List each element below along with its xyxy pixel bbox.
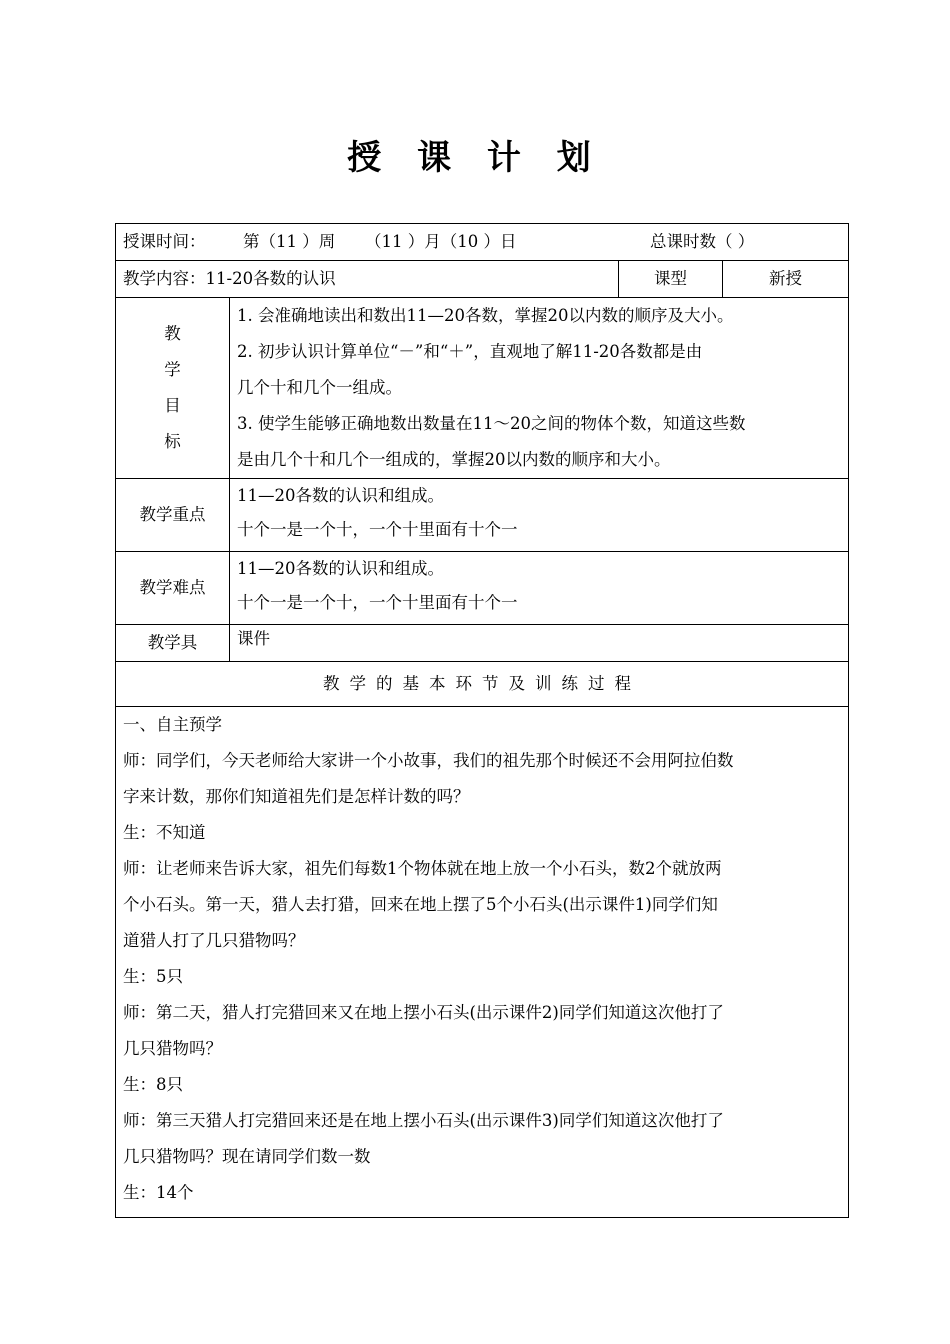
goals-content: [230, 298, 849, 479]
goals-label-char: 教: [164, 324, 181, 343]
difficulty-line: 11—20各数的认识和组成。: [237, 559, 444, 578]
process-header: 教学的基本环节及训练过程: [116, 662, 849, 707]
goal-line: 是由几个十和几个一组成的，掌握20以内数的顺序和大小。: [237, 450, 671, 469]
content-cell: 教学内容：11-20各数的认识: [116, 261, 619, 298]
process-line: 几只猎物吗？: [123, 1039, 222, 1058]
difficulties-row: [116, 552, 849, 625]
goals-label-char: 目: [164, 396, 181, 415]
process-row: [116, 707, 849, 1218]
goal-line: 几个十和几个一组成。: [237, 378, 402, 397]
key-points-content: [230, 479, 849, 552]
process-line: 生：不知道: [123, 823, 206, 842]
process-line: 道猎人打了几只猎物吗？: [123, 931, 305, 950]
date-value: （11 ）月（10 ）日: [365, 232, 517, 251]
process-content: [116, 707, 849, 1218]
process-line: 一、自主预学: [123, 715, 222, 734]
total-hours: 总课时数（ ）: [650, 232, 755, 251]
key-point-line: 十个一是一个十，一个十里面有十个一: [237, 520, 518, 539]
process-line: 师：同学们，今天老师给大家讲一个小故事，我们的祖先那个时候还不会用阿拉伯数: [123, 751, 734, 770]
key-points-label: 教学重点: [116, 479, 230, 552]
process-header-row: [116, 662, 849, 707]
time-cell: [116, 224, 849, 261]
week-value: 第（11 ）周: [243, 232, 336, 251]
key-points-row: [116, 479, 849, 552]
time-label: 授课时间：: [123, 232, 206, 251]
tools-label: 教学具: [116, 625, 230, 662]
process-line: 几只猎物吗？现在请同学们数一数: [123, 1147, 371, 1166]
process-line: 生：14个: [123, 1183, 194, 1202]
time-row: [116, 224, 849, 261]
key-point-line: 11—20各数的认识和组成。: [237, 486, 444, 505]
difficulties-label: 教学难点: [116, 552, 230, 625]
type-label: 课型: [619, 261, 723, 298]
goals-label-char: 学: [164, 360, 181, 379]
process-line: 生：5只: [123, 967, 183, 986]
content-row: [116, 261, 849, 298]
process-line: 师：第三天猎人打完猎回来还是在地上摆小石头(出示课件3)同学们知道这次他打了: [123, 1111, 724, 1130]
tools-value: 课件: [230, 625, 849, 662]
difficulty-line: 十个一是一个十，一个十里面有十个一: [237, 593, 518, 612]
goals-row: [116, 298, 849, 479]
goal-line: 2. 初步认识计算单位“－”和“＋”，直观地了解11-20各数都是由: [237, 342, 703, 361]
process-line: 个小石头。第一天，猎人去打猎，回来在地上摆了5个小石头(出示课件1)同学们知: [123, 895, 718, 914]
goals-label: [116, 298, 230, 479]
process-line: 字来计数，那你们知道祖先们是怎样计数的吗？: [123, 787, 470, 806]
goal-line: 1. 会准确地读出和数出11—20各数，掌握20以内数的顺序及大小。: [237, 306, 734, 325]
goals-label-char: 标: [164, 432, 181, 451]
type-value: 新授: [723, 261, 849, 298]
difficulties-content: [230, 552, 849, 625]
goal-line: 3. 使学生能够正确地数出数量在11～20之间的物体个数，知道这些数: [237, 414, 746, 433]
lesson-plan-table: [115, 223, 849, 1218]
process-line: 师：让老师来告诉大家，祖先们每数1个物体就在地上放一个小石头，数2个就放两: [123, 859, 722, 878]
tools-row: [116, 625, 849, 662]
process-line: 生：8只: [123, 1075, 183, 1094]
process-line: 师：第二天，猎人打完猎回来又在地上摆小石头(出示课件2)同学们知道这次他打了: [123, 1003, 724, 1022]
page-title: 授 课 计 划: [347, 138, 603, 178]
